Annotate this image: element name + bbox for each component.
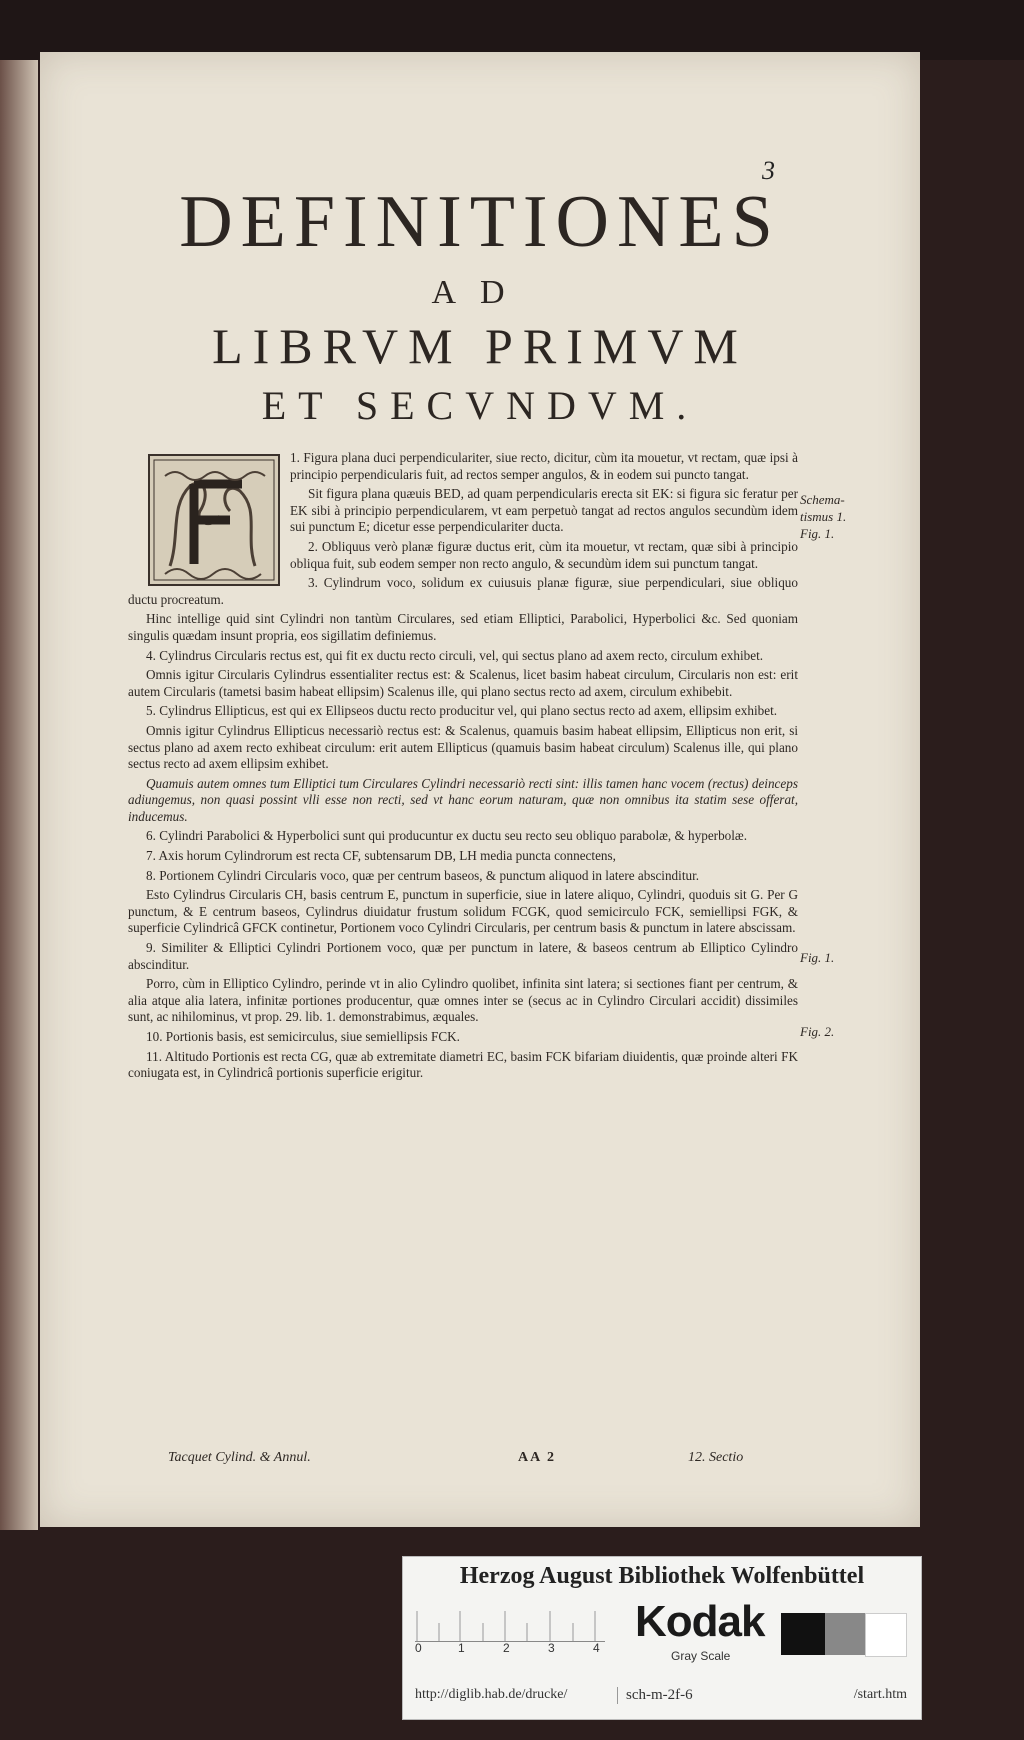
paragraph-2: Sit figura plana quæuis BED, ad quam perpendicularis erecta sit EK: si figura sic feratur per EK sibi à principio perpendicularem, vt eam perpetuò tangat ad rectos angulos secundùm idem sui punctum E; dicetur esse perpendiculariter ducta. (290, 486, 798, 535)
paragraph-7: Omnis igitur Circularis Cylindrus essentialiter rectus est: & Scalenus, licet basim habeat circulum, Circularis non est: erit autem Circularis (tametsi basim habeat ellipsim) Scalenus ille, qui plano sectus recto ad axem, circulum exhibebit. (128, 667, 798, 699)
kodak-logo: Kodak (635, 1597, 765, 1646)
paragraph-12: 7. Axis horum Cylindrorum est recta CF, subtensarum DB, LH media puncta connectens, (146, 848, 616, 864)
scale-label-4: 4 (593, 1641, 600, 1655)
paragraph-18: 11. Altitudo Portionis est recta CG, quæ ab extremitate diametri EC, basim FCK bifariam diuidentis, quæ proinde alteri FK coniugata est, in Cylindricâ portionis superficie erigitur. (128, 1048, 798, 1081)
scale-label-1: 1 (458, 1641, 465, 1655)
paragraph-6: 4. Cylindrus Circularis rectus est, qui fit ex ductu recto circuli, vel, qui sectus plano ad axem recto, circulum exhibet. (146, 647, 764, 663)
running-footer: Tacquet Cylind. & Annul. (168, 1450, 311, 1465)
url-shelfmark: sch-m-2f-6 (617, 1687, 693, 1704)
paragraph-8: 5. Cylindrus Ellipticus, est qui ex Ellipseos ductu recto producitur vel, qui plano sectus recto ad axem, ellipsim exhibet. (146, 703, 778, 719)
decorated-initial-f (148, 454, 280, 586)
paragraph-4: 3. Cylindrum voco, solidum ex cuiusuis planæ figuræ, siue perpendiculari, siue obliquo ductu procreatum. (128, 575, 798, 607)
margin-note-schema: Schema- (800, 492, 845, 507)
scale-label-2: 2 (503, 1641, 510, 1655)
scale-label-3: 3 (548, 1641, 555, 1655)
library-name: Herzog August Bibliothek Wolfenbüttel (459, 1563, 865, 1589)
paragraph-16: Porro, cùm in Elliptico Cylindro, perinde vt in alio Cylindro quolibet, infinita sint latera; si sectiones fiant per centrum, & alia atque alia latera, infinitæ portiones producentur, quæ omnes inter se (secus ac in Cylindro Circulari accidit) dissimiles sunt, ac nihilominus, vt prop. 29. lib. 1. demonstrabimus, æquales. (128, 976, 798, 1025)
gray-patch-black (781, 1613, 825, 1655)
scale-label-0: 0 (415, 1641, 422, 1655)
margin-note-fig1: Fig. 1. (800, 526, 835, 541)
margin-note-fig1-axis: Fig. 1. (800, 950, 835, 965)
paragraph-14: Esto Cylindrus Circularis CH, basis centrum E, punctum in superficie, siue in latere aliquo, Cylindri, quoduis sit G. Per G punctum, & E centrum baseos, Cylindrus diuidatur frustum solidum FCGK, quod semicirculo FCK, semiellipsi FGK, & superficie Cylindricâ GFCK continetur, Portionem voco Cylindri Circularis, per centrum basis & punctum in latere abscissam. (128, 887, 798, 936)
gray-patch-mid (825, 1613, 865, 1655)
paragraph-9: Omnis igitur Cylindrus Ellipticus necessariò rectus est: & Scalenus, quamuis basim habeat ellipsim, Ellipticus non erit, si sectus plano ad axem recto exhibeat circulum: erit autem Ellipticus (quamuis basim habeat circulum) Scalenus ille, qui plano sectus recto ad axem ellipsim exhibet. (128, 722, 798, 772)
title-line-4: ET SECVNDVM. (261, 383, 699, 428)
url-base: http://diglib.hab.de/drucke/ (415, 1687, 568, 1702)
paragraph-11: 6. Cylindri Parabolici & Hyperbolici sunt qui producuntur ex ductu seu recto seu obliquo parabolæ, & hyperbolæ. (146, 828, 748, 844)
paragraph-13: 8. Portionem Cylindri Circularis voco, quæ per centrum baseos, & punctum aliquod in latere abscinditur. (146, 867, 700, 883)
title-line-3: LIBRVM PRIMVM (212, 318, 748, 374)
title-line-1: DEFINITIONES (179, 181, 781, 263)
title-line-2: AD (431, 274, 529, 311)
paragraph-17: 10. Portionis basis, est semicirculus, siue semiellipsis FCK. (146, 1029, 460, 1044)
scan-background-top (0, 0, 1024, 60)
text-body (128, 450, 798, 1085)
gray-patch-white (865, 1613, 907, 1657)
paragraph-15: 9. Similiter & Elliptici Cylindri Portionem voco, quæ per punctum in latere, & baseos centrum ab Elliptico Cylindro abscinditur. (128, 940, 798, 972)
paragraph-1: 1. Figura plana duci perpendiculariter, siue recto, dicitur, cùm ita mouetur, vt rectam, quæ ipsi à principio perpendicularis fuit, ad rectos semper angulos, & in eodem sui puncto tangat. (290, 450, 798, 482)
book-page (40, 52, 920, 1527)
margin-note-fig2: Fig. 2. (800, 1024, 835, 1039)
signature-mark: AA 2 (518, 1450, 556, 1465)
ruler-scale (415, 1605, 605, 1642)
margin-note-tismus: tismus 1. (800, 509, 847, 524)
gray-scale-label: Gray Scale (671, 1649, 731, 1663)
page-number: 3 (762, 156, 775, 185)
paragraph-3: 2. Obliquus verò planæ figuræ ductus erit, cùm ita mouetur, vt rectam, quæ sibi à principio obliqua fuit, sub eodem semper non recto angulo, & secundùm idem sui punctum tangat. (290, 538, 798, 571)
catchword: 12. Sectio (688, 1450, 744, 1465)
url-suffix: /start.htm (853, 1687, 907, 1702)
facing-page-edge (0, 60, 38, 1530)
library-color-card (402, 1556, 922, 1720)
paragraph-5: Hinc intellige quid sint Cylindri non tantùm Circulares, sed etiam Elliptici, Parabolici, Hyperbolici &c. Sed quoniam singulis quædam insunt propria, eos sigillatim definiemus. (128, 611, 798, 643)
paragraph-10: Quamuis autem omnes tum Elliptici tum Circulares Cylindri necessariò recti sint: illis tamen hanc vocem (rectus) deinceps adiungemus, non quasi possint vlli esse non recti, sed vt hanc eorum naturam, quæ non omnibus ita statim sese offerat, inducemus. (128, 775, 798, 824)
